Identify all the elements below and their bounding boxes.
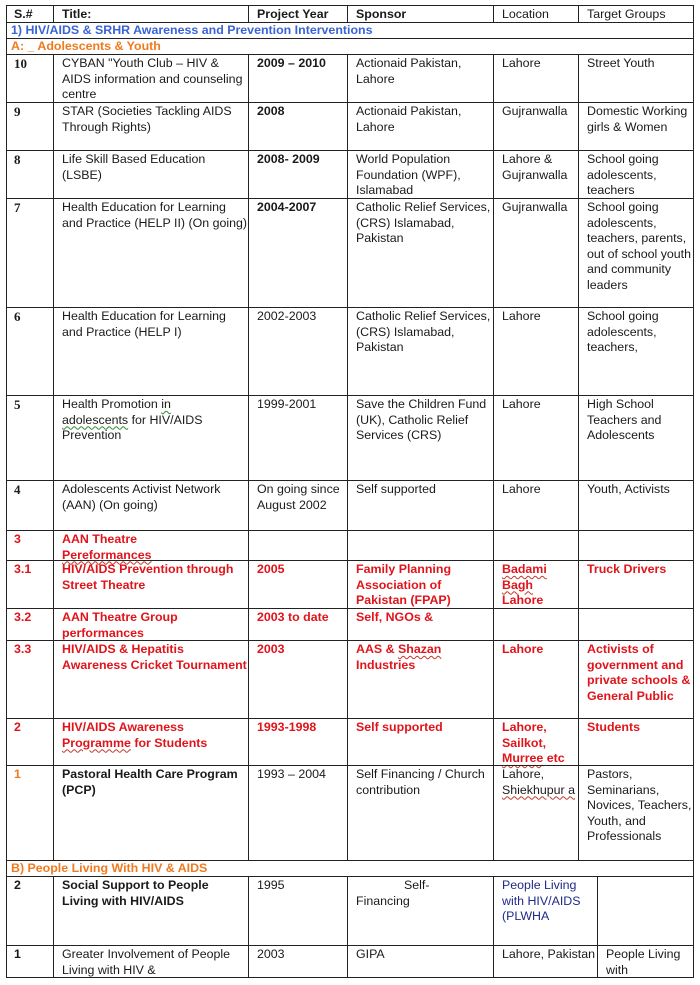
row-target: People Living with [597, 946, 694, 977]
location-part: Lahore [502, 593, 544, 608]
row-title: Social Support to People Living with HIV/AIDS [53, 877, 248, 945]
table-row [6, 395, 694, 480]
row-sn: 3.1 [6, 561, 53, 608]
row-location: Gujranwalla [493, 199, 578, 307]
table-row [6, 640, 694, 718]
row-sponsor: Actionaid Pakistan, Lahore [347, 55, 493, 102]
sponsor-part-spellcheck: Shazan [398, 642, 442, 656]
row-location: Lahore [493, 641, 578, 718]
row-sn: 1 [6, 766, 53, 860]
location-part: Lahore, [502, 767, 545, 781]
row-sn: 1 [6, 946, 53, 977]
table-row [6, 150, 694, 198]
section-heading-row [6, 22, 694, 38]
table-row [6, 102, 694, 150]
row-year: 2002-2003 [248, 308, 347, 395]
row-year [248, 531, 347, 560]
row-year: On going since August 2002 [248, 481, 347, 530]
row-year: 2003 [248, 641, 347, 718]
location-part-spellcheck: Badami [502, 562, 547, 576]
row-year: 2003 to date [248, 609, 347, 640]
row-location [493, 561, 578, 608]
table-row [6, 765, 694, 860]
subsection-b-heading: B) People Living With HIV & AIDS [6, 861, 694, 876]
sponsor-part: AAS & [356, 642, 398, 656]
row-year: 1993 – 2004 [248, 766, 347, 860]
row-location: Lahore [493, 308, 578, 395]
row-year: 1995 [248, 877, 347, 945]
row-year: 2004-2007 [248, 199, 347, 307]
title-part: AAN Theatre [62, 532, 138, 546]
row-sn: 6 [6, 308, 53, 395]
row-sponsor: Self supported [347, 719, 493, 765]
row-location [493, 609, 578, 640]
row-sn: 5 [6, 396, 53, 480]
row-sponsor: Actionaid Pakistan, Lahore [347, 103, 493, 150]
row-location: Lahore [493, 481, 578, 530]
row-year: 2003 [248, 946, 347, 977]
row-title: STAR (Societies Tackling AIDS Through Rights) [53, 103, 248, 150]
row-title: CYBAN "Youth Club – HIV & AIDS information and counseling centre [53, 55, 248, 102]
location-part-spellcheck: Murree [502, 751, 544, 766]
row-year: 2009 – 2010 [248, 55, 347, 102]
row-sn: 7 [6, 199, 53, 307]
row-target [578, 609, 694, 640]
row-target: Pastors, Seminarians, Novices, Teachers, Youth, and Professionals [578, 766, 694, 860]
title-part: for HIV/AIDS Prevention [62, 412, 203, 443]
row-target: Domestic Working girls & Women [578, 103, 694, 150]
table-row [6, 530, 694, 560]
row-location [493, 531, 578, 560]
row-title: Life Skill Based Education (LSBE) [53, 151, 248, 198]
row-sponsor [347, 531, 493, 560]
row-title: Health Education for Learning and Practice (HELP I) [53, 308, 248, 395]
row-sn: 3 [6, 531, 53, 560]
row-sn: 3.3 [6, 641, 53, 718]
location-part-spellcheck: Bagh [502, 577, 533, 592]
projects-table [6, 5, 694, 978]
row-year: 1999-2001 [248, 396, 347, 480]
row-sponsor [347, 641, 493, 718]
row-title: Adolescents Activist Network (AAN) (On going) [53, 481, 248, 530]
row-location: Lahore & Gujranwalla [493, 151, 578, 198]
row-title: Greater Involvement of People Living with HIV & [53, 946, 248, 977]
table-row [6, 198, 694, 307]
title-part: for Students [130, 735, 208, 750]
row-title [53, 531, 248, 560]
table-row [6, 945, 694, 978]
row-year: 2008- 2009 [248, 151, 347, 198]
header-target-groups: Target Groups [578, 6, 694, 22]
row-sponsor [347, 877, 493, 945]
row-target: Students [578, 719, 694, 765]
row-sn: 9 [6, 103, 53, 150]
row-sponsor: Self supported [347, 481, 493, 530]
sponsor-part: Financing [356, 893, 410, 908]
row-location [493, 766, 578, 860]
row-sponsor: Family Planning Association of Pakistan (FPAP) [347, 561, 493, 608]
row-year: 2008 [248, 103, 347, 150]
row-sn: 3.2 [6, 609, 53, 640]
title-part-spellcheck: adolescents [62, 412, 129, 427]
table-row [6, 608, 694, 640]
table-header-row [6, 5, 694, 22]
row-location: People Living with HIV/AIDS (PLWHA [493, 877, 597, 945]
sponsor-part: Self- [404, 878, 430, 892]
row-title: Pastoral Health Care Program (PCP) [53, 766, 248, 860]
table-row [6, 307, 694, 395]
row-target: High School Teachers and Adolescents [578, 396, 694, 480]
header-project-year: Project Year [248, 6, 347, 22]
table-row [6, 54, 694, 102]
row-target: Truck Drivers [578, 561, 694, 608]
subsection-b-row [6, 860, 694, 876]
row-target [578, 531, 694, 560]
row-sponsor: Self, NGOs & [347, 609, 493, 640]
row-sn: 4 [6, 481, 53, 530]
title-part-spellcheck: Pereformances [62, 547, 152, 562]
row-sponsor: GIPA [347, 946, 493, 977]
row-title: HIV/AIDS & Hepatitis Awareness Cricket Tournament [53, 641, 248, 718]
row-sn: 2 [6, 877, 53, 945]
table-row [6, 718, 694, 765]
row-title: Health Education for Learning and Practice (HELP II) (On going) [53, 199, 248, 307]
header-location: Location [493, 6, 578, 22]
row-location: Lahore [493, 396, 578, 480]
row-target: School going adolescents, teachers, [578, 308, 694, 395]
row-sponsor: World Population Foundation (WPF), Islamabad [347, 151, 493, 198]
location-part: etc [543, 751, 565, 766]
row-location: Lahore, Pakistan [493, 946, 597, 977]
header-sponsor: Sponsor [347, 6, 493, 22]
title-part: Health Promotion [62, 397, 162, 411]
section-heading: 1) HIV/AIDS & SRHR Awareness and Prevention Interventions [6, 23, 694, 38]
row-sponsor: Self Financing / Church contribution [347, 766, 493, 860]
header-sn: S.# [6, 6, 53, 22]
header-title: Title: [53, 6, 248, 22]
row-location: Gujranwalla [493, 103, 578, 150]
row-sponsor: Catholic Relief Services, (CRS) Islamabad, Pakistan [347, 199, 493, 307]
row-year: 2005 [248, 561, 347, 608]
table-row [6, 560, 694, 608]
subsection-a-heading: A: _ Adolescents & Youth [6, 39, 694, 54]
row-target: School going adolescents, teachers, parents, out of school youth and community leaders [578, 199, 694, 307]
row-target: Street Youth [578, 55, 694, 102]
row-sponsor: Catholic Relief Services, (CRS) Islamabad, Pakistan [347, 308, 493, 395]
table-row [6, 480, 694, 530]
row-title: HIV/AIDS Prevention through Street Theatre [53, 561, 248, 608]
row-location: Lahore [493, 55, 578, 102]
row-sponsor: Save the Children Fund (UK), Catholic Relief Services (CRS) [347, 396, 493, 480]
location-part: Lahore, Sailkot, [502, 720, 547, 750]
row-title [53, 396, 248, 480]
row-location [493, 719, 578, 765]
sponsor-part: Industries [356, 657, 416, 672]
row-target [597, 877, 694, 945]
row-title [53, 719, 248, 765]
row-target: Activists of government and private schools & General Public [578, 641, 694, 718]
row-sn: 10 [6, 55, 53, 102]
title-part-spellcheck: Programme [62, 735, 131, 750]
title-part: HIV/AIDS Awareness [62, 720, 184, 734]
row-sn: 2 [6, 719, 53, 765]
row-year: 1993-1998 [248, 719, 347, 765]
row-target: Youth, Activists [578, 481, 694, 530]
row-title: AAN Theatre Group performances [53, 609, 248, 640]
location-part-spellcheck: Shiekhupur a [502, 782, 576, 797]
row-sn: 8 [6, 151, 53, 198]
row-target: School going adolescents, teachers [578, 151, 694, 198]
table-row [6, 876, 694, 945]
title-part-spellcheck: in [161, 397, 171, 411]
subsection-a-row [6, 38, 694, 54]
